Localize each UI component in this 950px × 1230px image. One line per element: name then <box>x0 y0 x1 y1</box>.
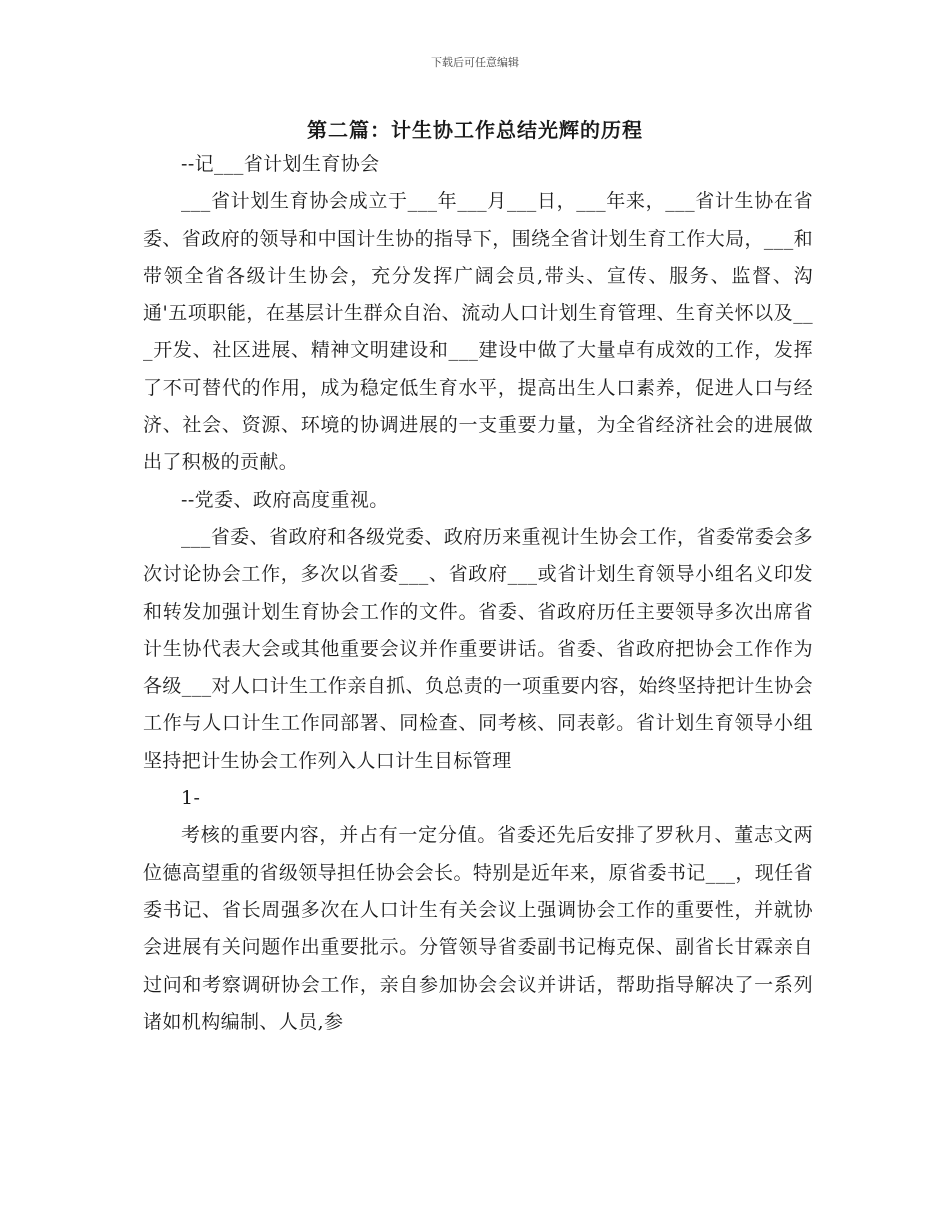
document-body <box>143 146 813 1041</box>
body-paragraph: 考核的重要内容，并占有一定分值。省委还先后安排了罗秋月、董志文两位德高望重的省级领导担任协会会长。特别是近年来，原省委书记___，现任省委书记、省长周强多次在人口计生有关会议上强调协会工作的重要性，并就协会进展有关问题作出重要批示。分管领导省委副书记梅克保、副省长甘霖亲自过问和考察调研协会工作，亲自参加协会会议并讲话，帮助指导解决了一系列诸如机构编制、人员,参 <box>143 824 813 1033</box>
document-title: 第二篇：计生协工作总结光辉的历程 <box>307 118 643 142</box>
page-header-note: 下载后可任意编辑 <box>431 56 519 69</box>
body-paragraph: ___省委、省政府和各级党委、政府历来重视计生协会工作，省委常委会多次讨论协会工作，多次以省委___、省政府___或省计划生育领导小组名义印发和转发加强计划生育协会工作的文件。省委、省政府历任主要领导多次出席省计生协代表大会或其他重要会议并作重要讲话。省委、省政府把协会工作作为各级___对人口计生工作亲自抓、负总责的一项重要内容，始终坚持把计生协会工作与人口计生工作同部署、同检查、同考核、同表彰。省计划生育领导小组坚持把计生协会工作列入人口计生目标管理 <box>143 525 813 772</box>
section-heading-paragraph: --党委、政府高度重视。 <box>181 488 389 511</box>
page-number-mark: 1- <box>181 787 201 810</box>
subtitle-paragraph: --记___省计划生育协会 <box>181 153 380 175</box>
body-paragraph: ___省计划生育协会成立于___年___月___日，___年来，___省计生协在省委、省政府的领导和中国计生协的指导下，围绕全省计划生育工作大局，___和带领全省各级计生协会，充分发挥广阔会员,带头、宣传、服务、监督、沟通'五项职能，在基层计生群众自治、流动人口计划生育管理、生育关怀以及___开发、社区进展、精神文明建设和___建设中做了大量卓有成效的工作，发挥了不可替代的作用，成为稳定低生育水平，提高出生人口素养，促进人口与经济、社会、资源、环境的协调进展的一支重要力量，为全省经济社会的进展做出了积极的贡献。 <box>143 190 813 474</box>
